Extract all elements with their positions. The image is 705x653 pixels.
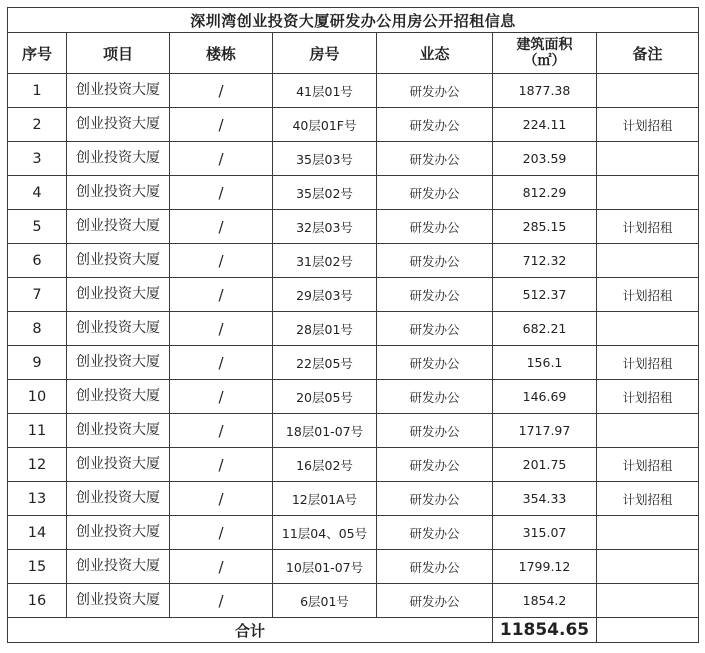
header-area	[493, 33, 597, 74]
row-project: 创业投资大厦	[67, 312, 170, 346]
header-note: 备注	[597, 33, 699, 74]
table-row	[8, 312, 699, 346]
header-area-unit: （㎡）	[523, 53, 566, 69]
row-room: 20层05号	[273, 380, 377, 414]
row-area: 1717.97	[493, 414, 597, 448]
header-area-label: 建筑面积	[516, 37, 573, 53]
header-row	[8, 33, 699, 74]
row-project: 创业投资大厦	[67, 482, 170, 516]
row-use: 研发办公	[377, 312, 493, 346]
row-area: 512.37	[493, 278, 597, 312]
row-area: 146.69	[493, 380, 597, 414]
row-room: 41层01号	[273, 74, 377, 108]
row-index: 1	[8, 74, 67, 108]
row-note: 计划招租	[597, 482, 699, 516]
row-area: 201.75	[493, 448, 597, 482]
row-note	[597, 516, 699, 550]
row-room: 12层01A号	[273, 482, 377, 516]
row-area: 1877.38	[493, 74, 597, 108]
table-row	[8, 516, 699, 550]
row-building: /	[170, 550, 273, 584]
row-building: /	[170, 278, 273, 312]
row-building: /	[170, 74, 273, 108]
rental-table	[7, 7, 699, 643]
table-row	[8, 380, 699, 414]
row-building: /	[170, 448, 273, 482]
row-index: 2	[8, 108, 67, 142]
row-use: 研发办公	[377, 482, 493, 516]
table-row	[8, 142, 699, 176]
row-use: 研发办公	[377, 584, 493, 618]
row-note: 计划招租	[597, 278, 699, 312]
row-index: 3	[8, 142, 67, 176]
row-area: 354.33	[493, 482, 597, 516]
table-row	[8, 74, 699, 108]
row-room: 22层05号	[273, 346, 377, 380]
row-room: 18层01-07号	[273, 414, 377, 448]
row-project: 创业投资大厦	[67, 516, 170, 550]
total-row	[8, 618, 699, 643]
row-use: 研发办公	[377, 550, 493, 584]
table-row	[8, 584, 699, 618]
row-project: 创业投资大厦	[67, 108, 170, 142]
row-room: 10层01-07号	[273, 550, 377, 584]
row-use: 研发办公	[377, 414, 493, 448]
table-row	[8, 346, 699, 380]
row-room: 29层03号	[273, 278, 377, 312]
row-use: 研发办公	[377, 516, 493, 550]
row-note	[597, 312, 699, 346]
row-area: 712.32	[493, 244, 597, 278]
header-index: 序号	[8, 33, 67, 74]
row-building: /	[170, 516, 273, 550]
row-building: /	[170, 142, 273, 176]
row-building: /	[170, 210, 273, 244]
rental-info-sheet	[7, 7, 699, 643]
row-building: /	[170, 312, 273, 346]
table-row	[8, 414, 699, 448]
row-index: 12	[8, 448, 67, 482]
row-note	[597, 244, 699, 278]
row-index: 6	[8, 244, 67, 278]
row-index: 5	[8, 210, 67, 244]
table-row	[8, 278, 699, 312]
row-index: 15	[8, 550, 67, 584]
row-building: /	[170, 380, 273, 414]
total-area: 11854.65	[493, 618, 597, 643]
row-project: 创业投资大厦	[67, 414, 170, 448]
row-room: 11层04、05号	[273, 516, 377, 550]
row-note	[597, 584, 699, 618]
row-index: 4	[8, 176, 67, 210]
row-room: 6层01号	[273, 584, 377, 618]
row-area: 285.15	[493, 210, 597, 244]
row-use: 研发办公	[377, 346, 493, 380]
row-note	[597, 142, 699, 176]
row-index: 8	[8, 312, 67, 346]
row-room: 16层02号	[273, 448, 377, 482]
table-row	[8, 210, 699, 244]
row-index: 9	[8, 346, 67, 380]
row-index: 7	[8, 278, 67, 312]
row-building: /	[170, 244, 273, 278]
row-area: 812.29	[493, 176, 597, 210]
table-row	[8, 550, 699, 584]
row-area: 682.21	[493, 312, 597, 346]
row-area: 1799.12	[493, 550, 597, 584]
row-project: 创业投资大厦	[67, 74, 170, 108]
table-row	[8, 244, 699, 278]
row-room: 28层01号	[273, 312, 377, 346]
row-use: 研发办公	[377, 448, 493, 482]
row-room: 32层03号	[273, 210, 377, 244]
row-note	[597, 414, 699, 448]
row-note: 计划招租	[597, 448, 699, 482]
header-use: 业态	[377, 33, 493, 74]
row-use: 研发办公	[377, 74, 493, 108]
row-project: 创业投资大厦	[67, 176, 170, 210]
row-building: /	[170, 584, 273, 618]
row-project: 创业投资大厦	[67, 142, 170, 176]
row-project: 创业投资大厦	[67, 448, 170, 482]
row-room: 35层03号	[273, 142, 377, 176]
row-index: 14	[8, 516, 67, 550]
row-building: /	[170, 414, 273, 448]
row-use: 研发办公	[377, 108, 493, 142]
header-project: 项目	[67, 33, 170, 74]
row-building: /	[170, 108, 273, 142]
row-note: 计划招租	[597, 380, 699, 414]
row-note: 计划招租	[597, 210, 699, 244]
row-use: 研发办公	[377, 244, 493, 278]
table-row	[8, 108, 699, 142]
table-row	[8, 482, 699, 516]
row-building: /	[170, 482, 273, 516]
row-building: /	[170, 346, 273, 380]
row-project: 创业投资大厦	[67, 210, 170, 244]
row-note	[597, 176, 699, 210]
row-use: 研发办公	[377, 142, 493, 176]
row-building: /	[170, 176, 273, 210]
row-room: 35层02号	[273, 176, 377, 210]
row-note	[597, 550, 699, 584]
header-building: 楼栋	[170, 33, 273, 74]
table-row	[8, 448, 699, 482]
row-area: 315.07	[493, 516, 597, 550]
table-row	[8, 176, 699, 210]
row-note	[597, 74, 699, 108]
row-project: 创业投资大厦	[67, 346, 170, 380]
row-area: 224.11	[493, 108, 597, 142]
row-room: 31层02号	[273, 244, 377, 278]
row-area: 156.1	[493, 346, 597, 380]
total-label: 合计	[8, 618, 493, 643]
row-project: 创业投资大厦	[67, 550, 170, 584]
row-project: 创业投资大厦	[67, 278, 170, 312]
row-index: 13	[8, 482, 67, 516]
row-project: 创业投资大厦	[67, 380, 170, 414]
row-index: 16	[8, 584, 67, 618]
header-room: 房号	[273, 33, 377, 74]
row-index: 10	[8, 380, 67, 414]
row-use: 研发办公	[377, 176, 493, 210]
row-use: 研发办公	[377, 380, 493, 414]
row-room: 40层01F号	[273, 108, 377, 142]
row-note: 计划招租	[597, 346, 699, 380]
row-area: 1854.2	[493, 584, 597, 618]
row-project: 创业投资大厦	[67, 244, 170, 278]
table-title: 深圳湾创业投资大厦研发办公用房公开招租信息	[8, 8, 699, 33]
row-use: 研发办公	[377, 278, 493, 312]
total-note	[597, 618, 699, 643]
row-area: 203.59	[493, 142, 597, 176]
row-note: 计划招租	[597, 108, 699, 142]
row-index: 11	[8, 414, 67, 448]
row-project: 创业投资大厦	[67, 584, 170, 618]
row-use: 研发办公	[377, 210, 493, 244]
title-row	[8, 8, 699, 33]
